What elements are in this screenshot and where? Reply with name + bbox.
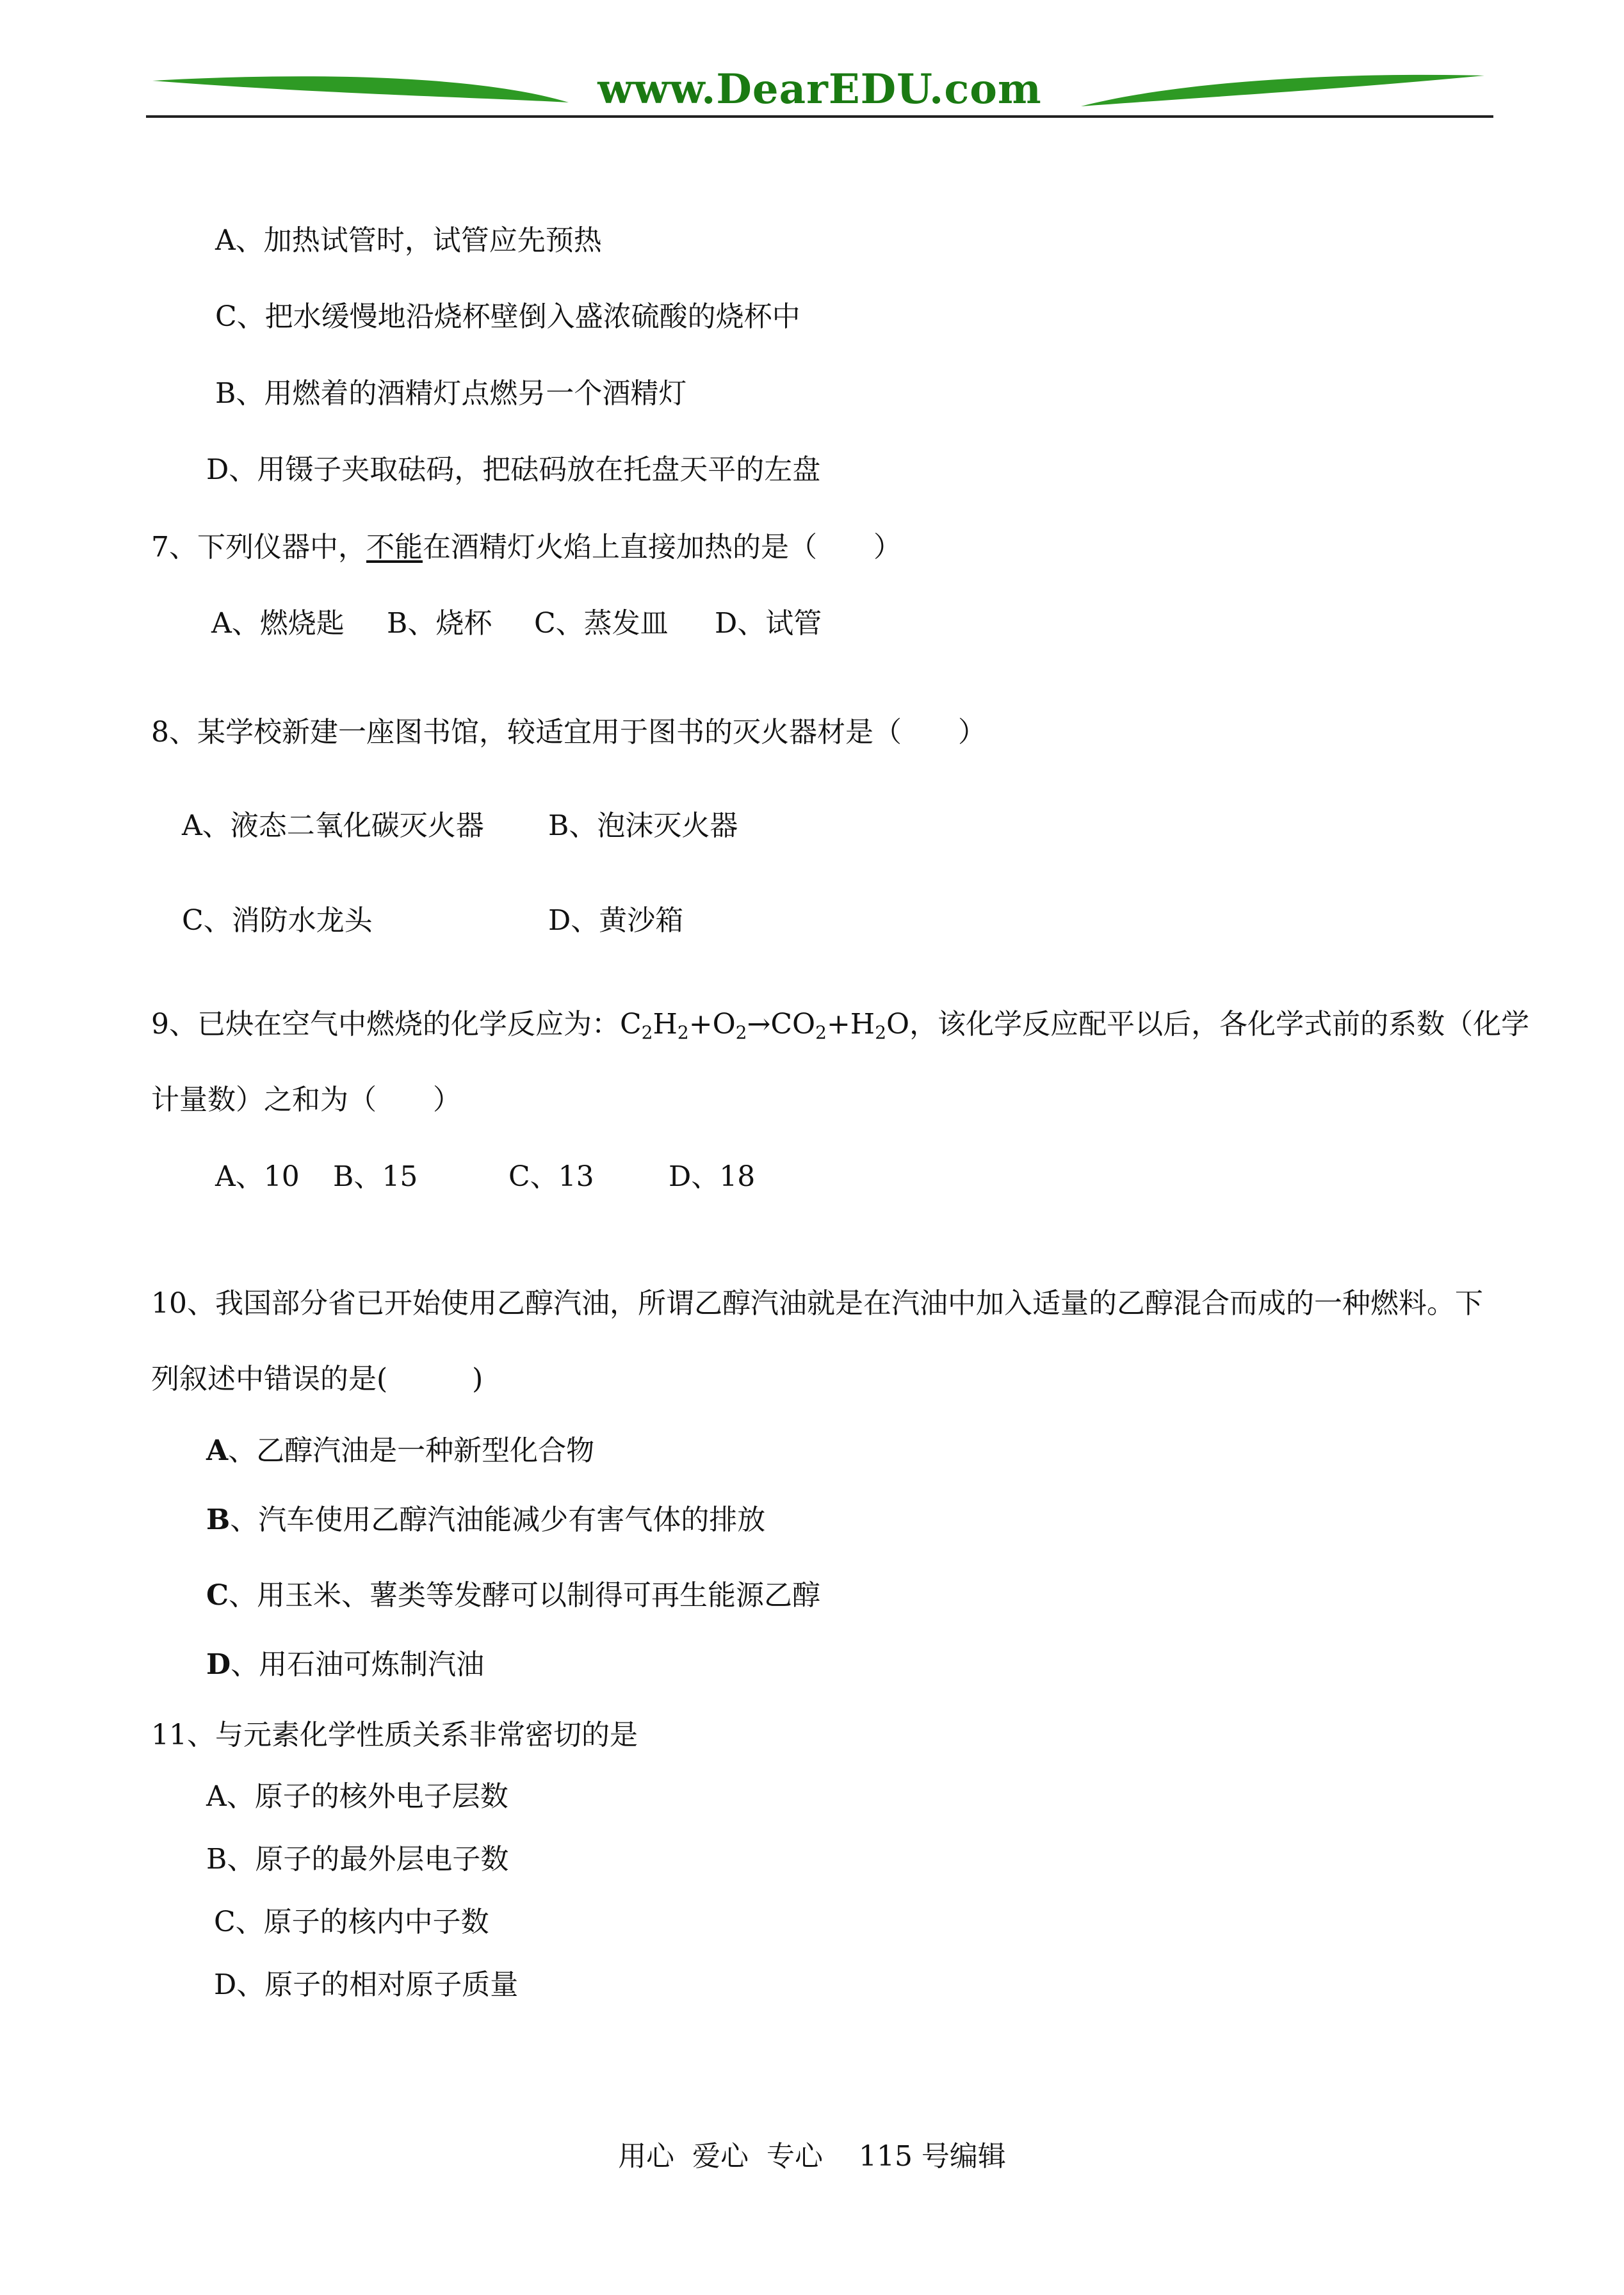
q6-option-d: D、用镊子夹取砝码，把砝码放在托盘天平的左盘 xyxy=(206,453,821,486)
q8-option-a: A、液态二氧化碳灭火器 xyxy=(182,809,484,842)
q11-option-c: C、原子的核内中子数 xyxy=(214,1906,489,1938)
q7-stem-suffix: 在酒精灯火焰上直接加热的是（ ） xyxy=(423,531,902,564)
right-leaf-decoration xyxy=(1081,75,1484,106)
q7-stem xyxy=(151,530,902,565)
q10-stem-line1: 10、我国部分省已开始使用乙醇汽油，所谓乙醇汽油就是在汽油中加入适量的乙醇混合而成的一种燃料。下 xyxy=(151,1287,1483,1320)
q8-stem: 8、某学校新建一座图书馆，较适宜用于图书的灭火器材是（ ） xyxy=(151,716,986,749)
q6-option-b: B、用燃着的酒精灯点燃另一个酒精灯 xyxy=(215,377,687,410)
q7-stem-prefix: 7、下列仪器中， xyxy=(151,531,366,564)
q8-option-b: B、泡沫灭火器 xyxy=(548,809,738,842)
q9-option-c: C、13 xyxy=(508,1160,594,1193)
q9-option-d: D、18 xyxy=(669,1160,756,1193)
q9-stem-prefix: 9、已炔在空气中燃烧的化学反应为： xyxy=(151,1008,620,1041)
q10-option-c: C、用玉米、薯类等发酵可以制得可再生能源乙醇 xyxy=(206,1579,821,1612)
page-footer: 用心 爱心 专心 115 号编辑 xyxy=(618,2140,1006,2173)
q10-stem-line2: 列叙述中错误的是( ) xyxy=(151,1363,483,1395)
q9-option-a: A、10 xyxy=(215,1160,300,1193)
q10-option-a: A、乙醇汽油是一种新型化合物 xyxy=(206,1434,595,1467)
q11-option-b: B、原子的最外层电子数 xyxy=(206,1843,509,1876)
q11-stem: 11、与元素化学性质关系非常密切的是 xyxy=(151,1719,638,1751)
q7-option-d: D、试管 xyxy=(715,607,822,640)
q8-option-c: C、消防水龙头 xyxy=(182,904,373,937)
q10-option-d: D、用石油可炼制汽油 xyxy=(206,1648,485,1681)
header-divider xyxy=(146,115,1493,118)
q9-stem-suffix: ，该化学反应配平以后，各化学式前的系数（化学 xyxy=(909,1008,1530,1041)
q9-option-b: B、15 xyxy=(333,1160,418,1193)
q7-option-c: C、蒸发皿 xyxy=(534,607,669,640)
q11-option-d: D、原子的相对原子质量 xyxy=(214,1968,519,2001)
q11-option-a: A、原子的核外电子层数 xyxy=(206,1780,508,1813)
q7-option-b: B、烧杯 xyxy=(387,607,492,640)
q6-option-c: C、把水缓慢地沿烧杯壁倒入盛浓硫酸的烧杯中 xyxy=(215,300,800,333)
q9-stem-line1 xyxy=(151,1007,1529,1042)
q8-option-d: D、黄沙箱 xyxy=(548,904,684,937)
q6-option-a: A、加热试管时，试管应先预热 xyxy=(215,224,602,257)
q7-option-a: A、燃烧匙 xyxy=(211,607,345,640)
q9-equation: $C_2H_2+O_2\to CO_2+H_2O$ xyxy=(620,1008,910,1043)
reaction-arrow: → xyxy=(747,1008,771,1041)
site-logo-text[interactable]: www.DearEDU.com xyxy=(597,65,1042,113)
q10-option-b: B、汽车使用乙醇汽油能减少有害气体的排放 xyxy=(206,1504,766,1536)
q7-underlined: 不能 xyxy=(366,531,423,564)
left-leaf-decoration xyxy=(152,76,569,102)
q9-stem-line2: 计量数）之和为（ ） xyxy=(151,1083,461,1116)
